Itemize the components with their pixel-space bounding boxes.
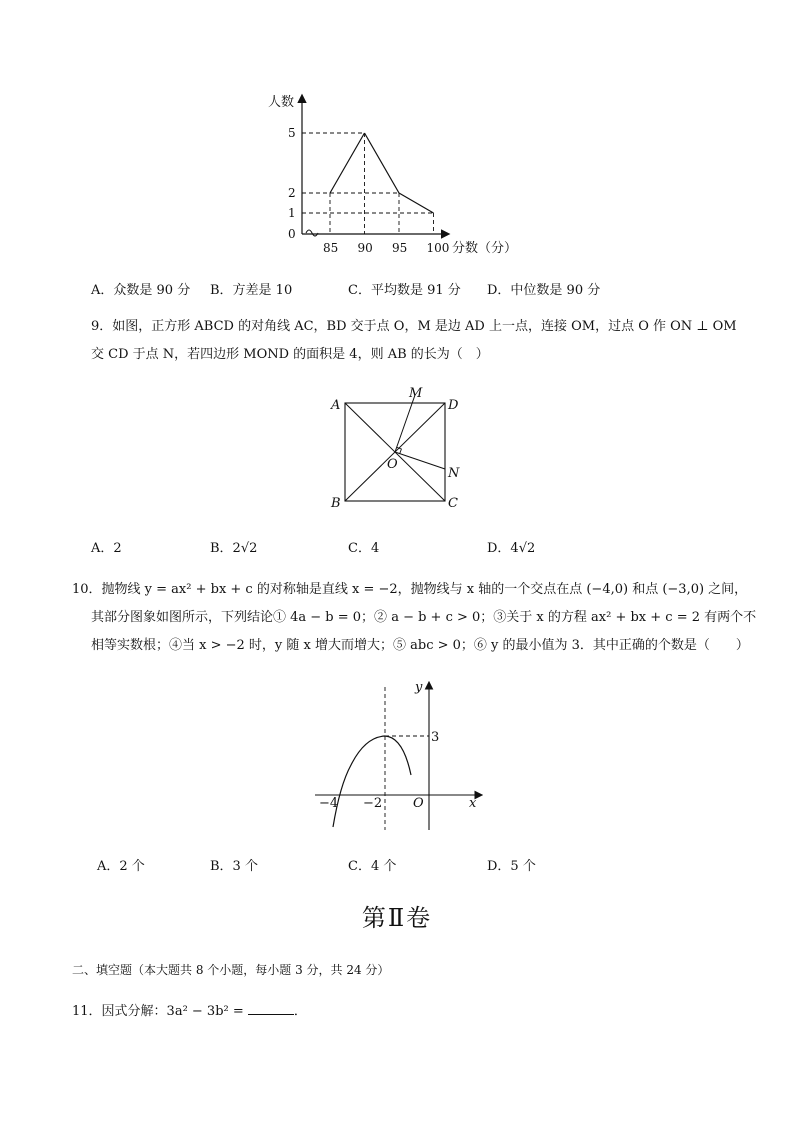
y-tick-5: 5 — [288, 126, 296, 140]
y-axis-label: 人数 — [268, 95, 295, 110]
q10-option-b[interactable]: B．3 个 — [210, 859, 258, 874]
q8-option-c[interactable]: C．平均数是 91 分 — [348, 283, 461, 298]
label-y: y — [415, 680, 423, 695]
q10-option-d[interactable]: D．5 个 — [487, 859, 536, 874]
square-diagram — [325, 385, 470, 513]
x-tick-95: 95 — [392, 241, 408, 255]
q10-text-line-1: 10．抛物线 y = ax² + bx + c 的对称轴是直线 x = −2，抛物线与 x 轴的一个交点在点 (−4,0) 和点 (−3,0) 之间， — [72, 582, 748, 597]
series-segment-1 — [365, 133, 400, 193]
label-d: D — [448, 398, 459, 413]
q9-option-d[interactable]: D．4√2 — [487, 541, 536, 556]
q10-text-line-3: 相等实数根；④当 x > −2 时，y 随 x 增大而增大；⑤ abc > 0；⑥ y 的最小值为 3．其中正确的个数是（ ） — [91, 638, 749, 653]
x-tick-85: 85 — [323, 241, 339, 255]
q9-option-a[interactable]: A．2 — [91, 541, 122, 556]
y-tick-1: 1 — [288, 206, 296, 220]
label-a: A — [331, 398, 341, 413]
segment-on — [395, 452, 445, 469]
q9-text-line-2: 交 CD 于点 N，若四边形 MOND 的面积是 4，则 AB 的长为（ ） — [91, 347, 489, 362]
q11-prefix: 11．因式分解：3a² − 3b² = — [72, 1004, 244, 1019]
parabola-graph — [305, 675, 495, 835]
label-o: O — [387, 457, 398, 472]
x-axis-label: 分数（分） — [452, 241, 518, 256]
origin-label: 0 — [288, 227, 296, 241]
q11-suffix: ． — [293, 1004, 307, 1019]
q10-option-a[interactable]: A．2 个 — [97, 859, 145, 874]
q8-option-d[interactable]: D．中位数是 90 分 — [487, 283, 601, 298]
series-segment-2 — [399, 193, 434, 213]
section-heading: 二、填空题（本大题共 8 个小题，每小题 3 分，共 24 分） — [72, 963, 390, 977]
y-tick-2: 2 — [288, 186, 296, 200]
q9-text-line-1: 9．如图，正方形 ABCD 的对角线 AC，BD 交于点 O，M 是边 AD 上一点，连接 OM，过点 O 作 ON ⊥ OM — [91, 319, 737, 334]
label-b: B — [331, 496, 341, 511]
label-x: x — [469, 796, 477, 811]
x-tick-90: 90 — [357, 241, 373, 255]
q11-answer-blank[interactable] — [248, 1002, 294, 1015]
q11-line — [72, 1002, 307, 1022]
label-origin: O — [413, 796, 424, 811]
label-n: N — [448, 466, 460, 481]
q10-option-c[interactable]: C．4 个 — [348, 859, 397, 874]
x-tick-100: 100 — [426, 241, 450, 255]
label-neg2: −2 — [363, 796, 383, 811]
series-segment-0 — [330, 133, 365, 193]
label-m: M — [409, 386, 423, 401]
parabola-curve — [333, 736, 411, 827]
label-three: 3 — [431, 730, 440, 745]
q8-option-a[interactable]: A．众数是 90 分 — [91, 283, 191, 298]
axis-break-mark — [306, 230, 318, 236]
q10-text-line-2: 其部分图象如图所示，下列结论① 4a − b = 0；② a − b + c > 0；③关于 x 的方程 ax² + bx + c = 2 有两个不 — [91, 610, 757, 625]
score-line-chart — [250, 86, 530, 266]
section-title: 第Ⅱ卷 — [361, 904, 433, 932]
label-c: C — [448, 496, 458, 511]
label-neg4: −4 — [319, 796, 339, 811]
q9-option-c[interactable]: C．4 — [348, 541, 380, 556]
q8-option-b[interactable]: B．方差是 10 — [210, 283, 293, 298]
q9-option-b[interactable]: B．2√2 — [210, 541, 258, 556]
